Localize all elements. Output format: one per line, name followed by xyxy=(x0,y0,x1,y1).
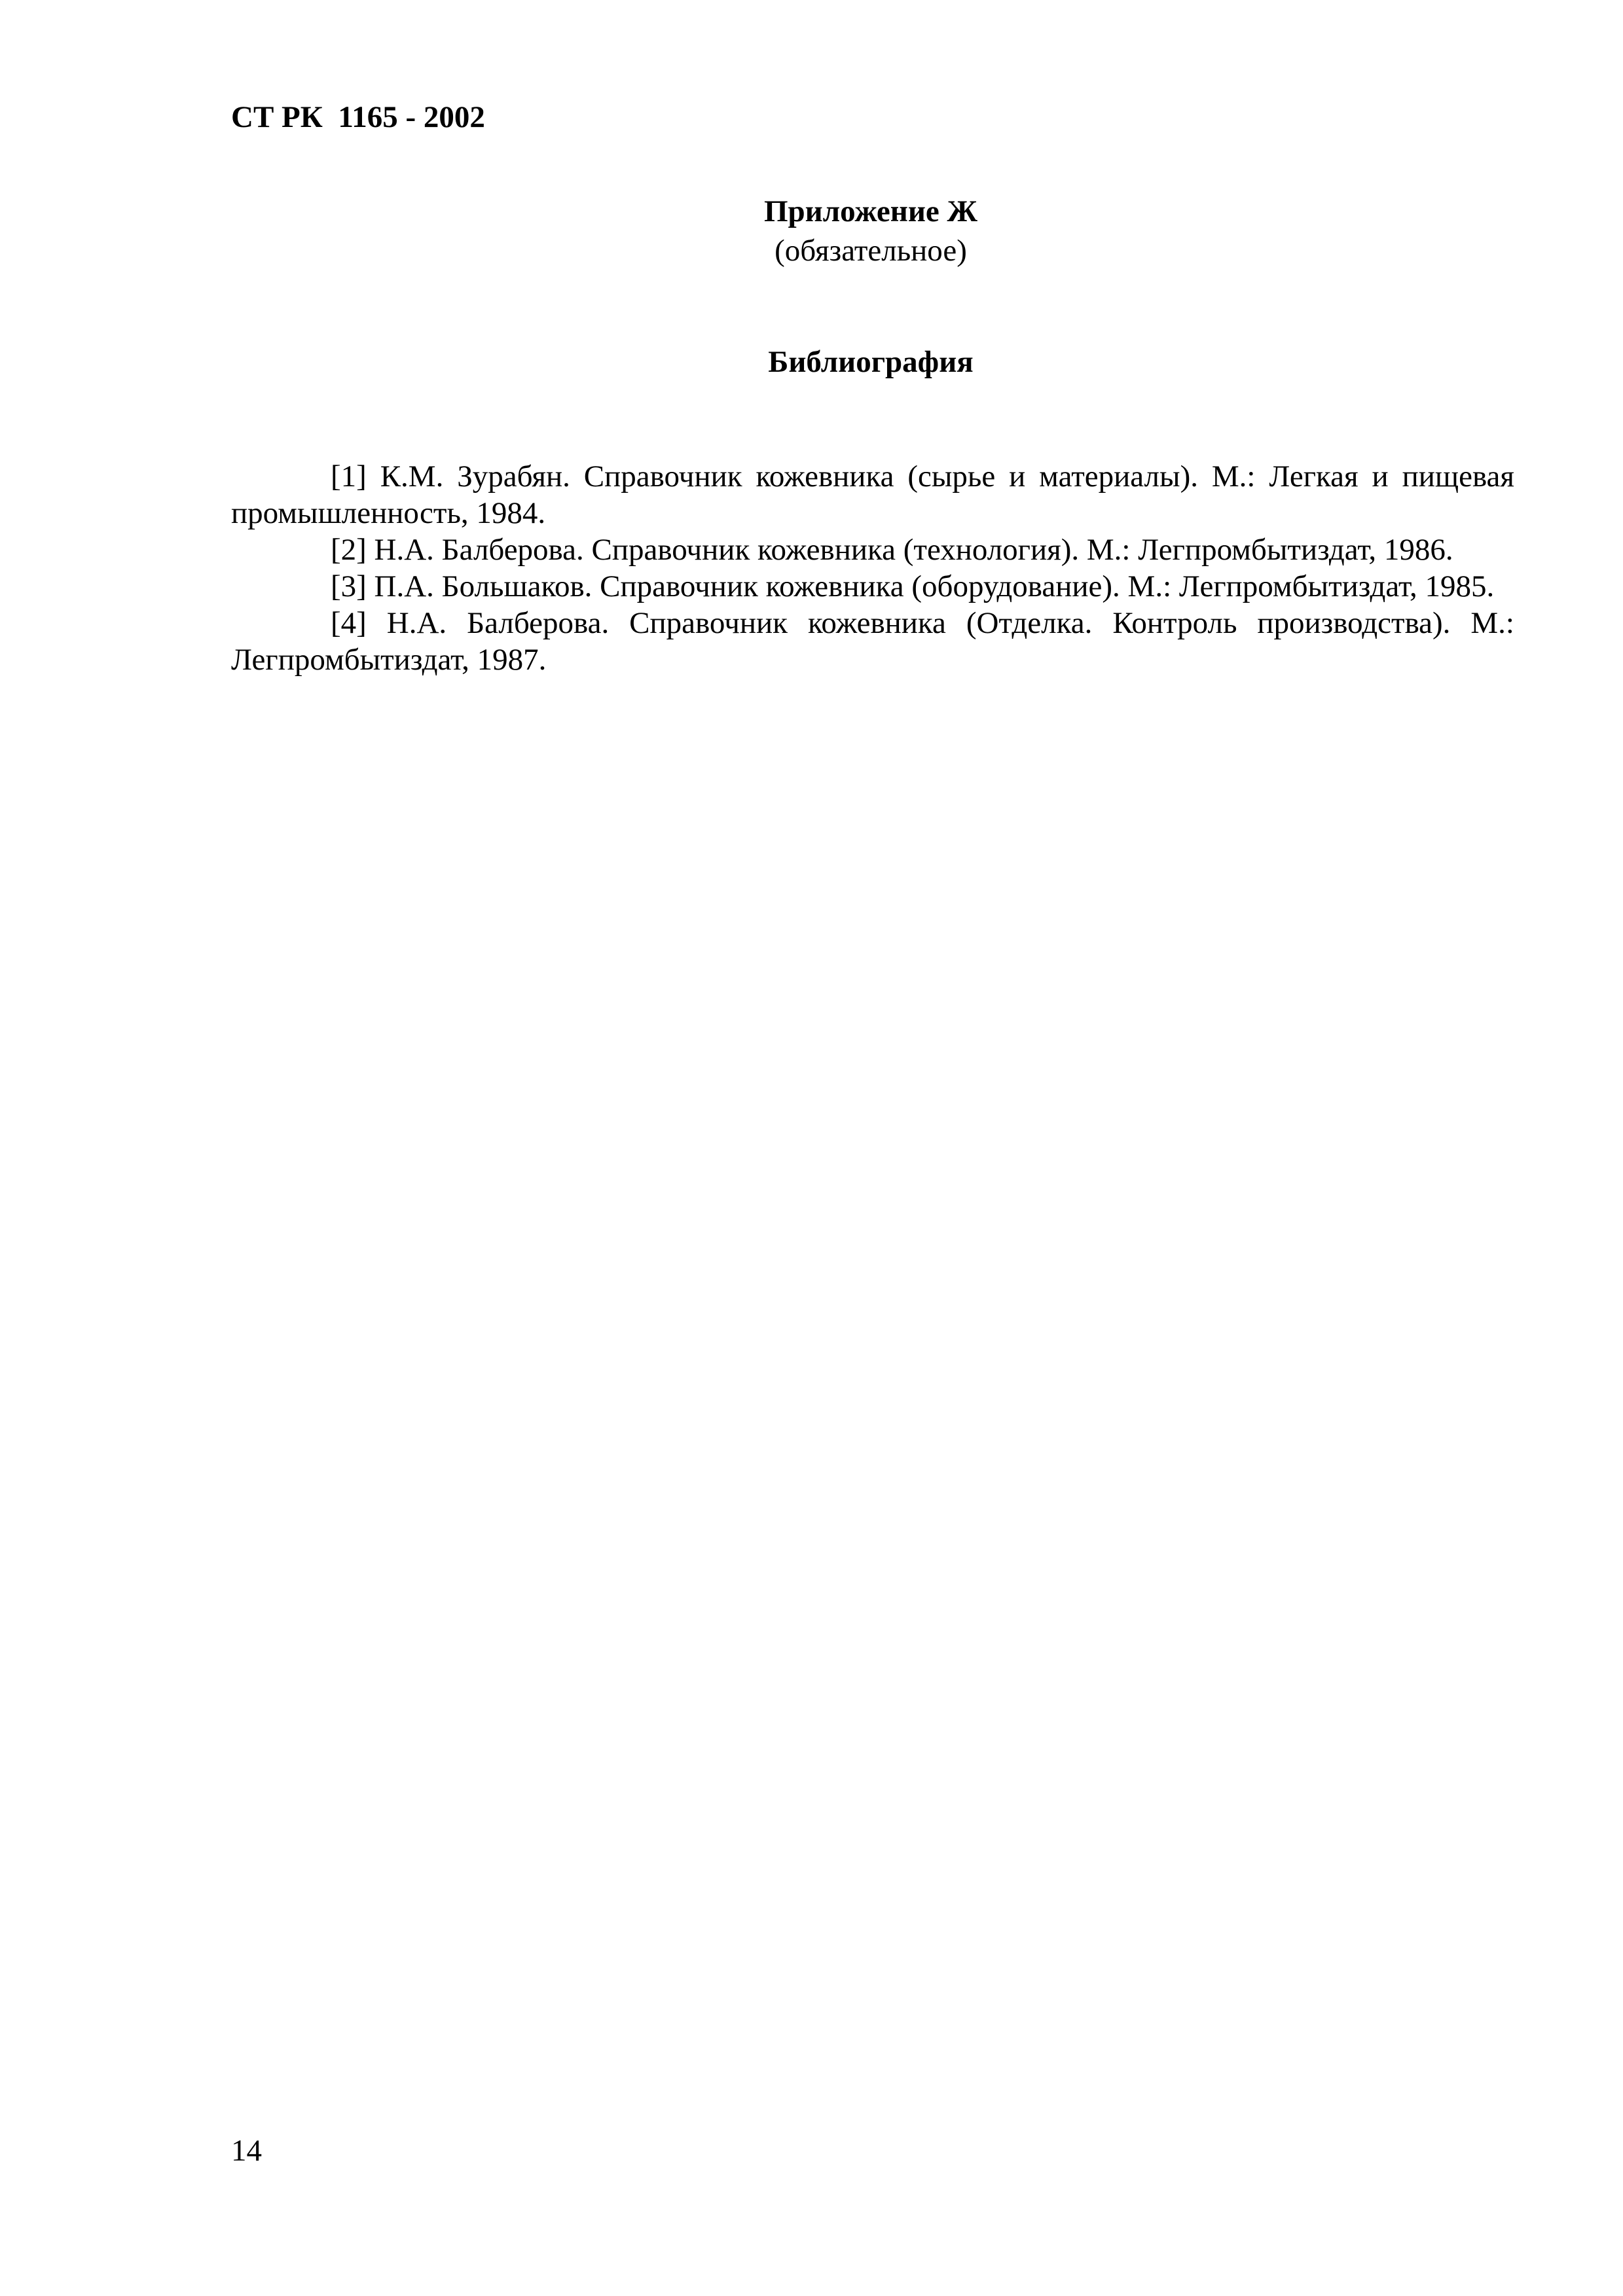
appendix-title: Приложение Ж xyxy=(763,194,978,228)
bibliography-entry-2: [2] Н.А. Балберова. Справочник кожевника (технология). М.: Легпромбытиздат, 1986. xyxy=(331,533,1453,567)
bibliography-entry-4: [4] Н.А. Балберова. Справочник кожевника (Отделка. Контроль производства). М.: Легпромбытиздат, 1987. xyxy=(231,606,1514,677)
bibliography-entry-1: [1] К.М. Зурабян. Справочник кожевника (сырье и материалы). М.: Легкая и пищевая промышленность, 1984. xyxy=(231,459,1514,530)
appendix-status: (обязательное) xyxy=(775,234,967,268)
page-number: 14 xyxy=(231,2134,262,2168)
bibliography-heading: Библиография xyxy=(768,345,974,379)
bibliography-entry-3: [3] П.А. Большаков. Справочник кожевника (оборудование). М.: Легпромбытиздат, 1985. xyxy=(331,569,1495,603)
bibliography-list xyxy=(231,458,1514,678)
document-code: СТ РК 1165 - 2002 xyxy=(231,100,485,134)
